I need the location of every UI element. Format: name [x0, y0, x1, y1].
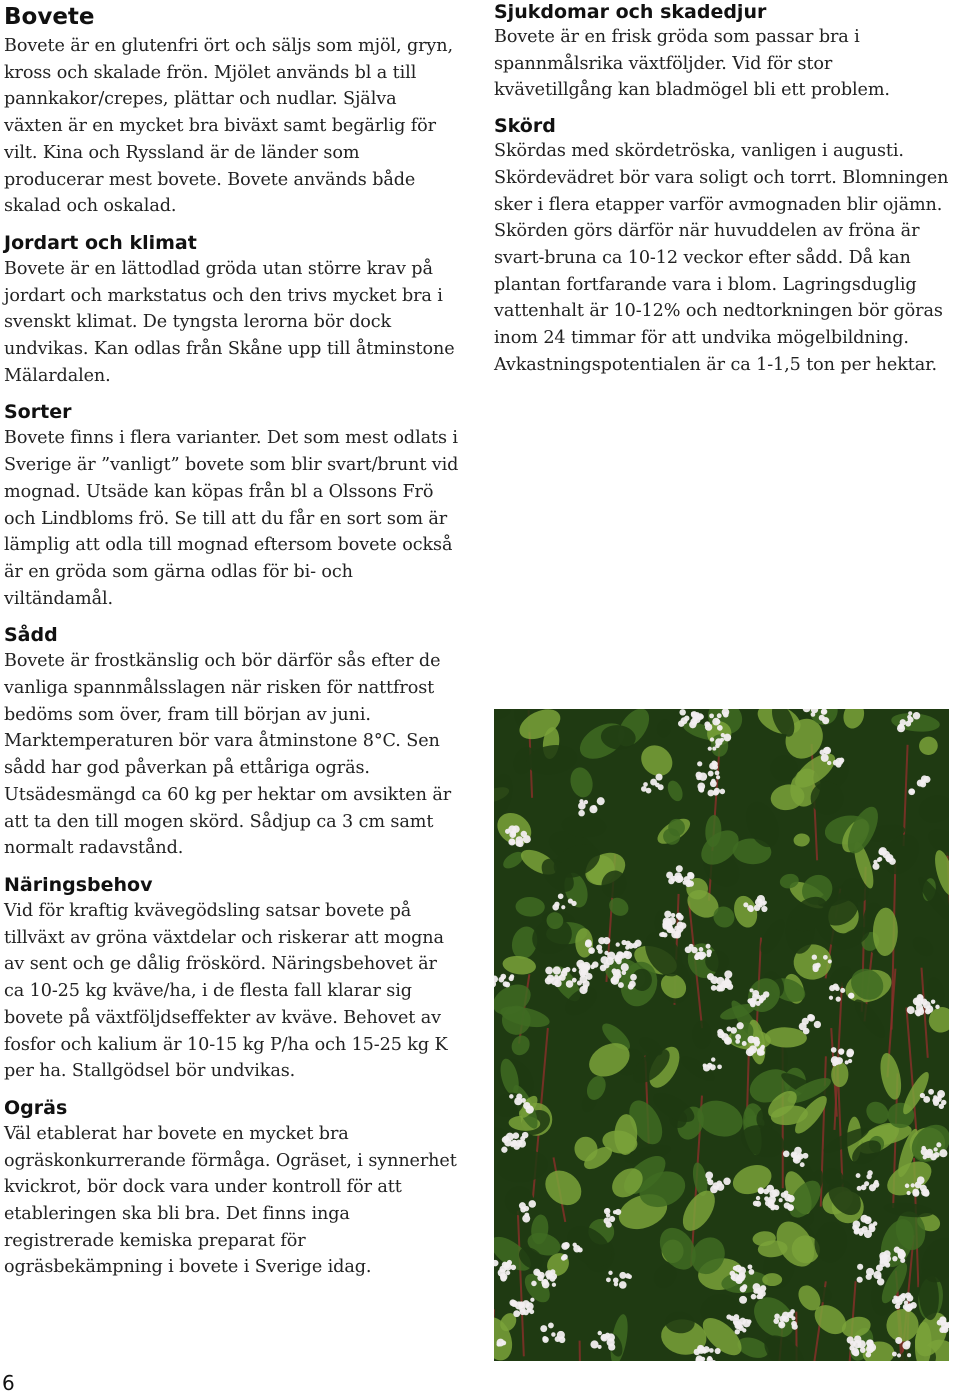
- left-column: [4, 0, 460, 1281]
- section-text: Bovete är frostkänslig och bör därför sås efter de vanliga spannmålsslagen när risken för nattfrost bedöms som över, fram till början av juni. Marktemperaturen bör vara åtminstone 8°C. Sen sådd har god påverkan på ettåriga ogräs. Utsädesmängd ca 60 kg per hektar om avsikten är att ta den till mogen skörd. Sådjup ca 3 cm samt normalt radavstånd.: [4, 651, 452, 859]
- intro-paragraph: Bovete är en glutenfri ört och säljs som mjöl, gryn, kross och skalade frön. Mjölet används bl a till pannkakor/crepes, plättar och nudlar. Själva växten är en mycket bra biväxt samt begärlig för vilt. Kina och Ryssland är de länder som producerar mest bovete. Bovete används både skalad och oskalad.: [4, 36, 453, 217]
- section-text: Bovete är en frisk gröda som passar bra i spannmålsrika växtföljder. Vid för stor kvävetillgång kan bladmögel bli ett problem.: [494, 27, 890, 101]
- section-text: Bovete finns i flera varianter. Det som mest odlats i Sverige är ”vanligt” bovete som blir svart/brunt vid mognad. Utsäde kan köpas från bl a Olssons Frö och Lindbloms frö. Se till att du får en sort som är lämplig att odla till mognad eftersom bovete också är en gröda som gärna odlas för bi- och viltändamål.: [4, 428, 459, 609]
- section-heading: Sådd: [4, 624, 58, 647]
- right-column: [494, 0, 956, 378]
- section-naringsbehov: [4, 872, 460, 1085]
- section-sjukdomar: [494, 0, 956, 104]
- section-text: Vid för kraftig kvävegödsling satsar bovete på tillväxt av gröna växtdelar och riskerar att mogna av sent och ge dålig fröskörd. Näringsbehovet är ca 10-25 kg kväve/ha, i de flesta fall klarar sig bovete på växtföljdseffekter av kväve. Behovet av fosfor och kalium är 10-15 kg P/ha och 15-25 kg K per ha. Stallgödsel bör undvikas.: [4, 900, 448, 1082]
- section-sorter: [4, 399, 460, 612]
- section-skord: [494, 114, 956, 378]
- section-heading: Jordart och klimat: [4, 231, 197, 254]
- section-heading: Sorter: [4, 401, 72, 424]
- section-heading: Ogräs: [4, 1096, 68, 1119]
- section-ogras: [4, 1095, 460, 1281]
- section-sadd: [4, 622, 460, 862]
- section-jordart: [4, 230, 460, 390]
- section-heading: Sjukdomar och skadedjur: [494, 1, 767, 23]
- section-heading: Näringsbehov: [4, 873, 153, 896]
- page-title: Bovete: [4, 4, 95, 30]
- buckwheat-field-photo: [494, 709, 949, 1361]
- buckwheat-photo-illustration: [494, 709, 949, 1361]
- section-text: Skördas med skördetröska, vanligen i augusti. Skördevädret bör vara soligt och torrt. Blomningen sker i flera etapper varför avmognaden blir ojämn. Skörden görs därför när huvuddelen av fröna är svart-bruna ca 10-12 veckor efter sådd. Då kan plantan fortfarande vara i blom. Lagringsduglig vattenhalt är 10-12% och nedtorkningen bör göras inom 24 timmar för att undvika mögelbildning. Avkastningspotentialen är ca 1-1,5 ton per hektar.: [494, 141, 949, 375]
- section-text: Bovete är en lättodlad gröda utan större krav på jordart och markstatus och den trivs mycket bra i svenskt klimat. De tyngsta lerorna bör dock undvikas. Kan odlas från Skåne upp till åtminstone Mälardalen.: [4, 258, 455, 386]
- page-number: 6: [2, 1371, 15, 1395]
- section-heading: Skörd: [494, 115, 556, 138]
- section-text: Väl etablerat har bovete en mycket bra ogräskonkurrerande förmåga. Ogräset, i synnerhet kvickrot, bör dock vara under kontroll för att etableringen ska bli bra. Det finns inga registrerade kemiska preparat för ogräsbekämpning i bovete i Sverige idag.: [4, 1123, 457, 1278]
